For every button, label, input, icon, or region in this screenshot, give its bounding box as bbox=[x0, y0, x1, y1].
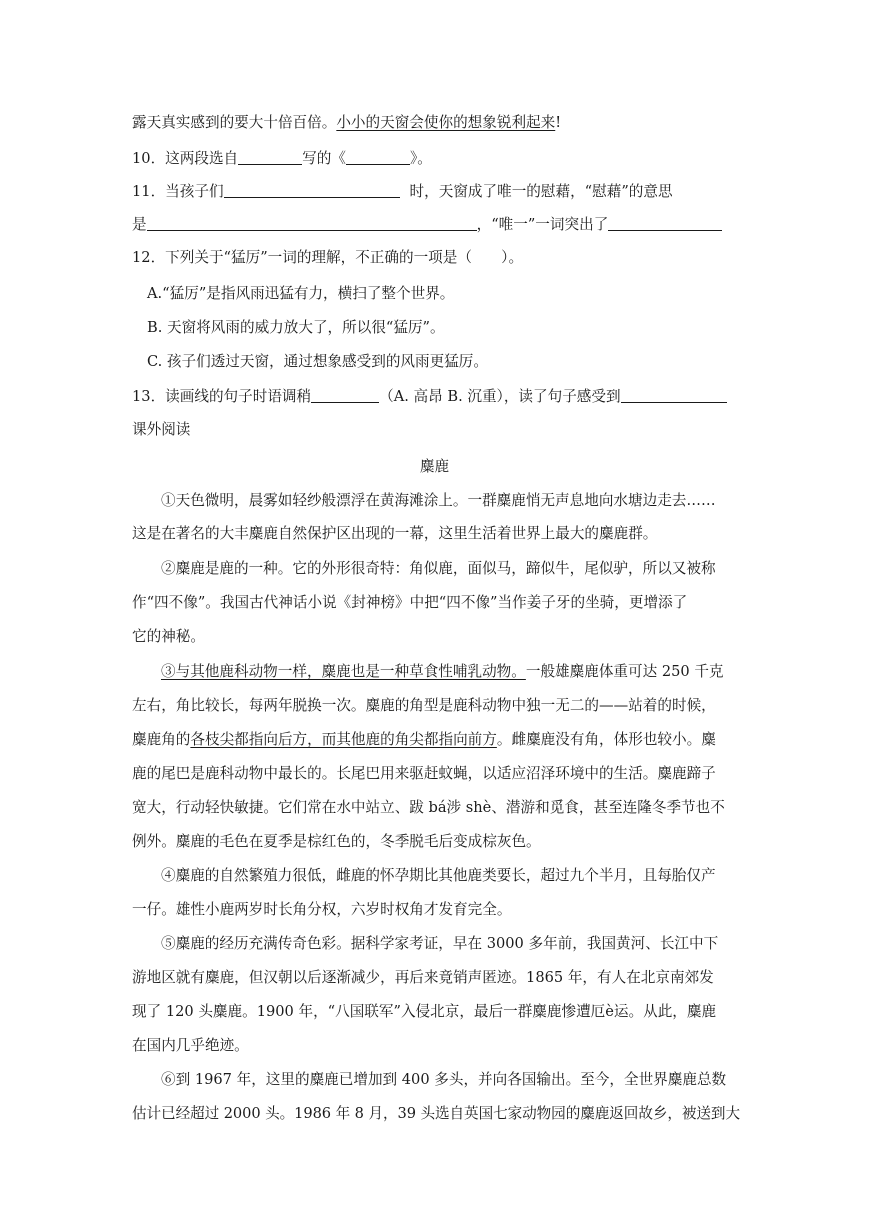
paragraph-line: ②麋鹿是鹿的一种。它的外形很奇特：角似鹿，面似马，蹄似牛，尾似驴，所以又被称 bbox=[161, 560, 716, 577]
question-11 bbox=[132, 181, 738, 203]
article-title: 麋鹿 bbox=[419, 458, 450, 475]
answer-blank[interactable] bbox=[224, 181, 400, 198]
question-text: 》。 bbox=[409, 150, 432, 167]
paragraph-line bbox=[161, 662, 767, 684]
text-span: 一般雄麋鹿体重可达 250 千克 bbox=[525, 663, 724, 680]
answer-blank[interactable] bbox=[147, 214, 477, 231]
text-span: 麋鹿角的 bbox=[132, 731, 191, 748]
paragraph-line: 游地区就有麋鹿，但汉朝以后逐渐减少，再后来竟销声匿迹。1865 年，有人在北京南郊发 bbox=[132, 969, 714, 986]
question-text: ，“唯一”一词突出了 bbox=[476, 216, 609, 233]
answer-blank[interactable] bbox=[608, 214, 722, 231]
answer-blank[interactable] bbox=[346, 148, 410, 165]
paragraph-line: ⑤麋鹿的经历充满传奇色彩。据科学家考证，早在 3000 多年前，我国黄河、长江中下 bbox=[161, 935, 719, 952]
question-text: 10．这两段选自 bbox=[132, 150, 239, 167]
option-c[interactable]: C. 孩子们透过天窗，通过想象感受到的风雨更猛厉。 bbox=[147, 353, 488, 370]
question-text: 是 bbox=[132, 216, 147, 233]
paragraph-line: ④麋鹿的自然繁殖力很低，雌鹿的怀孕期比其他鹿类要长，超过九个半月，且每胎仅产 bbox=[161, 867, 716, 884]
answer-blank[interactable] bbox=[238, 148, 302, 165]
paragraph-line: 一仔。雄性小鹿两岁时长角分权，六岁时权角才发育完全。 bbox=[132, 901, 512, 918]
underlined-sentence: ③与其他鹿科动物一样，麋鹿也是一种草食性哺乳动物。 bbox=[161, 663, 526, 680]
underlined-sentence: 各枝尖都指向后方，而其他鹿的角尖都指向前方 bbox=[190, 731, 497, 748]
option-a[interactable]: A.“猛厉”是指风雨迅猛有力，横扫了整个世界。 bbox=[147, 285, 455, 302]
section-heading: 课外阅读 bbox=[132, 421, 191, 438]
answer-blank[interactable] bbox=[311, 386, 379, 403]
paragraph-line: ①天色微明，晨雾如轻纱般漂浮在黄海滩涂上。一群麋鹿悄无声息地向水塘边走去…… bbox=[161, 492, 716, 509]
text-span: 。雌麋鹿没有角，体形也较小。麋 bbox=[496, 731, 716, 748]
question-text: （A. 高昂 B. 沉重），读了句子感受到 bbox=[379, 388, 621, 405]
paragraph-line: 鹿的尾巴是鹿科动物中最长的。长尾巴用来驱赶蚊蝇，以适应沼泽环境中的生活。麋鹿蹄子 bbox=[132, 765, 716, 782]
question-text: 写的《 bbox=[302, 150, 346, 167]
question-11-cont bbox=[132, 214, 738, 236]
question-13 bbox=[132, 386, 738, 408]
paragraph-line: 左右，角比较长，每两年脱换一次。麋鹿的角型是鹿科动物中独一无二的——站着的时候， bbox=[132, 697, 716, 714]
underlined-sentence: 小小的天窗会使你的想象锐利起来 bbox=[336, 114, 556, 131]
paragraph-line: 这是在著名的大丰麋鹿自然保护区出现的一幕，这里生活着世界上最大的麋鹿群。 bbox=[132, 525, 658, 542]
paragraph-line: 作“四不像”。我国古代神话小说《封神榜》中把“四不像”当作姜子牙的坐骑，更增添了 bbox=[132, 594, 688, 611]
paragraph-line: 估计已经超过 2000 头。1986 年 8 月，39 头选自英国七家动物园的麋鹿返回故乡，被送到大 bbox=[132, 1105, 740, 1122]
paragraph-line: 它的神秘。 bbox=[132, 628, 205, 645]
question-text: 11．当孩子们 bbox=[132, 183, 224, 200]
paragraph-line: ⑥到 1967 年，这里的麋鹿已增加到 400 多头，并向各国输出。至今，全世界麋鹿总数 bbox=[161, 1071, 727, 1088]
text-span: 露天真实感到的要大十倍百倍。 bbox=[132, 114, 337, 131]
text-span: ! bbox=[555, 114, 562, 131]
paragraph-line: 现了 120 头麋鹿。1900 年，“八国联军”入侵北京，最后一群麋鹿惨遭厄è运。从此，麋鹿 bbox=[132, 1003, 717, 1020]
paragraph-line bbox=[132, 730, 738, 752]
question-12: 12．下列关于“猛厉”一词的理解，不正确的一项是（ ）。 bbox=[132, 249, 524, 266]
question-text: 13．读画线的句子时语调稍 bbox=[132, 388, 312, 405]
text-line bbox=[132, 113, 738, 135]
question-text: 时，天窗成了唯一的慰藉，“慰藉”的意思 bbox=[409, 183, 673, 200]
paragraph-line: 例外。麋鹿的毛色在夏季是棕红色的，冬季脱毛后变成棕灰色。 bbox=[132, 833, 541, 850]
option-b[interactable]: B. 天窗将风雨的威力放大了，所以很“猛厉”。 bbox=[147, 319, 445, 336]
paragraph-line: 在国内几乎绝迹。 bbox=[132, 1037, 249, 1054]
paragraph-line: 宽大，行动轻快敏捷。它们常在水中站立、跋 bá涉 shè、潜游和觅食，甚至连隆冬季节也不 bbox=[132, 799, 725, 816]
question-10 bbox=[132, 148, 738, 170]
answer-blank[interactable] bbox=[621, 386, 727, 403]
